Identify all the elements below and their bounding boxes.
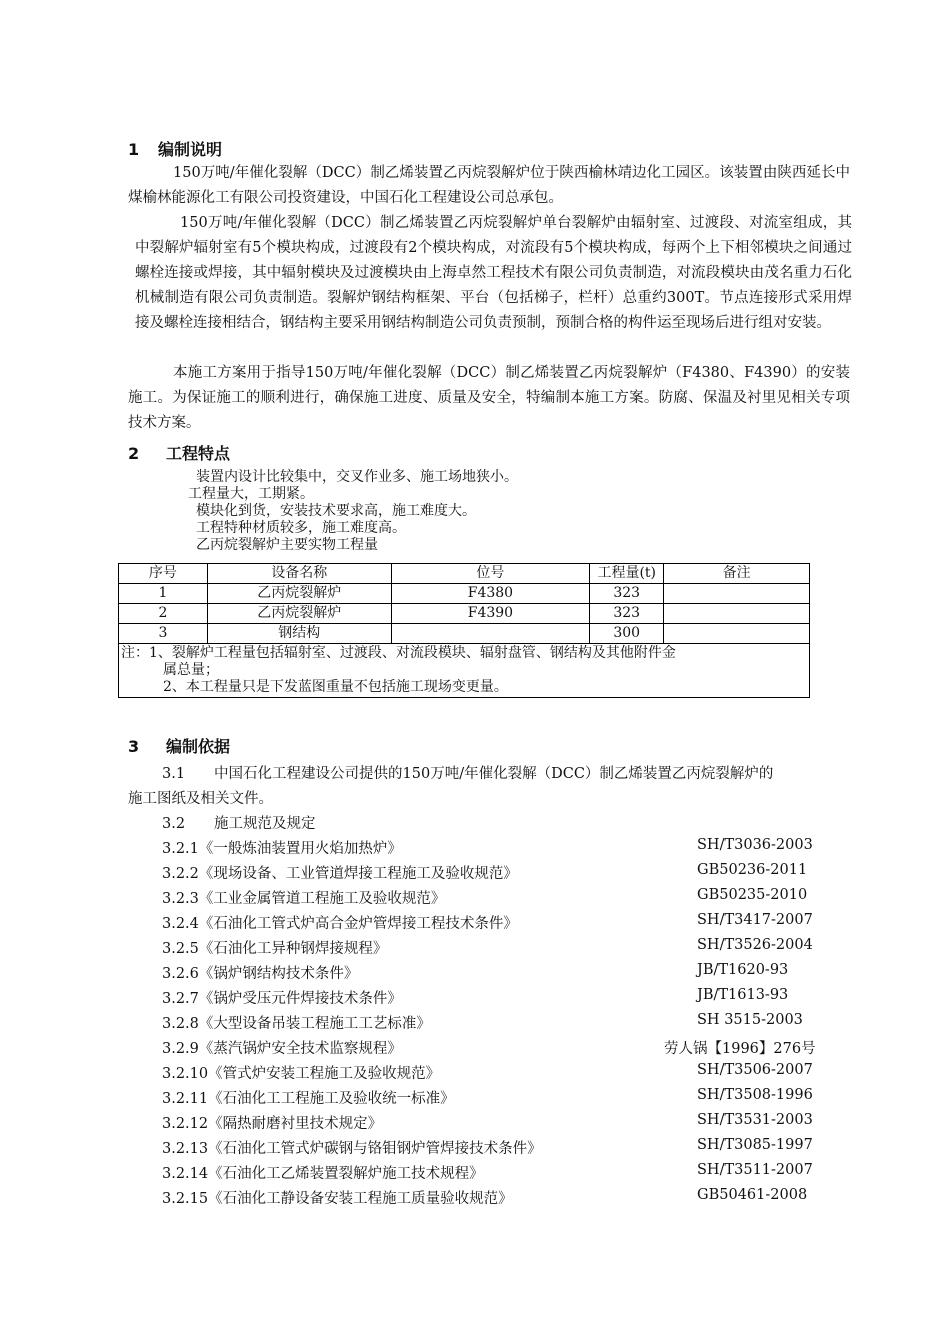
section-3-heading bbox=[128, 734, 230, 757]
basis-3-2-heading: 3.2 施工规范及规定 bbox=[162, 816, 316, 832]
standard-title: 3.2.4《石油化工管式炉高合金炉管焊接工程技术条件》 bbox=[162, 916, 518, 932]
standard-title: 3.2.10《管式炉安装工程施工及验收规范》 bbox=[162, 1066, 441, 1082]
table-row bbox=[119, 604, 810, 624]
standard-title: 3.2.7《锅炉受压元件焊接技术条件》 bbox=[162, 991, 402, 1007]
standard-title: 3.2.15《石油化工静设备安装工程施工质量验收规范》 bbox=[162, 1191, 513, 1207]
table-cell: F4380 bbox=[391, 584, 590, 604]
table-cell: 323 bbox=[590, 604, 664, 624]
standard-code: GB50235-2010 bbox=[697, 887, 808, 903]
feature-item: 工程量大，工期紧。 bbox=[188, 486, 314, 502]
table-cell: 2 bbox=[119, 604, 208, 624]
table-caption: 乙丙烷裂解炉主要实物工程量 bbox=[196, 537, 378, 553]
feature-item: 装置内设计比较集中，交叉作业多、施工场地狭小。 bbox=[196, 469, 518, 485]
note-line-1: 注：1、裂解炉工程量包括辐射室、过渡段、对流段模块、辐射盘管、钢结构及其他附件金 bbox=[121, 645, 676, 661]
feature-item: 模块化到货，安装技术要求高，施工难度大。 bbox=[196, 503, 476, 519]
standard-code: SH/T3508-1996 bbox=[697, 1087, 813, 1103]
section-1-heading bbox=[128, 137, 222, 160]
header-cell: 序号 bbox=[119, 564, 208, 584]
header-cell: 备注 bbox=[664, 564, 810, 584]
standard-code: 劳人锅【1996】276号 bbox=[664, 1041, 816, 1057]
section-1-paragraph-3: 本施工方案用于指导150万吨/年催化裂解（DCC）制乙烯装置乙丙烷裂解炉（F4380、F4390）的安装施工。为保证施工的顺利进行，确保施工进度、质量及安全，特编制本施工方案。防腐、保温及衬里见相关专项技术方案。 bbox=[128, 365, 850, 431]
table-cell bbox=[664, 604, 810, 624]
standard-title: 3.2.14《石油化工乙烯装置裂解炉施工技术规程》 bbox=[162, 1166, 484, 1182]
standard-code: JB/T1613-93 bbox=[697, 987, 789, 1003]
table-header-row bbox=[119, 564, 810, 584]
standard-title: 3.2.13《石油化工管式炉碳钢与铬钼钢炉管焊接技术条件》 bbox=[162, 1141, 542, 1157]
header-cell: 位号 bbox=[391, 564, 590, 584]
note-line-1-cont: 属总量； bbox=[163, 662, 219, 678]
standard-title: 3.2.12《隔热耐磨衬里技术规定》 bbox=[162, 1116, 383, 1132]
standard-code: SH/T3526-2004 bbox=[697, 937, 813, 953]
standard-code: SH/T3417-2007 bbox=[697, 912, 813, 928]
table-cell: 300 bbox=[590, 624, 664, 644]
table-row bbox=[119, 624, 810, 644]
section-3-title: 编制依据 bbox=[166, 737, 231, 756]
standard-code: SH/T3531-2003 bbox=[697, 1112, 813, 1128]
basis-3-1-line-1: 3.1 中国石化工程建设公司提供的150万吨/年催化裂解（DCC）制乙烯装置乙丙烷裂解炉的 bbox=[162, 766, 774, 782]
section-1-paragraph-2: 150万吨/年催化裂解（DCC）制乙烯装置乙丙烷裂解炉单台裂解炉由辐射室、过渡段、对流室组成，其中裂解炉辐射室有5个模块构成，过渡段有2个模块构成，对流段有5个模块构成，每两个上下相邻模块之间通过螺栓连接或焊接，其中辐射模块及过渡模块由上海卓然工程技术有限公司负责制造，对流段模块由茂名重力石化机械制造有限公司负责制造。裂解炉钢结构框架、平台（包括梯子，栏杆）总重约300T。节点连接形式采用焊接及螺栓连接相结合，钢结构主要采用钢结构制造公司负责预制，预制合格的构件运至现场后进行组对安装。 bbox=[135, 215, 852, 331]
standard-title: 3.2.2《现场设备、工业管道焊接工程施工及验收规范》 bbox=[162, 866, 518, 882]
table-cell bbox=[664, 624, 810, 644]
standard-code: SH/T3506-2007 bbox=[697, 1062, 813, 1078]
standard-code: SH/T3085-1997 bbox=[697, 1137, 813, 1153]
table-cell: 乙丙烷裂解炉 bbox=[207, 604, 391, 624]
section-1-title: 编制说明 bbox=[158, 140, 223, 159]
standard-title: 3.2.3《工业金属管道工程施工及验收规范》 bbox=[162, 891, 446, 907]
section-1-number: 1 bbox=[128, 140, 140, 159]
standard-title: 3.2.5《石油化工异种钢焊接规程》 bbox=[162, 941, 388, 957]
table-cell: 钢结构 bbox=[207, 624, 391, 644]
standard-title: 3.2.9《蒸汽锅炉安全技术监察规程》 bbox=[162, 1041, 402, 1057]
standard-title: 3.2.8《大型设备吊装工程施工工艺标准》 bbox=[162, 1016, 431, 1032]
section-3-number: 3 bbox=[128, 737, 140, 756]
header-cell: 工程量(t) bbox=[590, 564, 664, 584]
section-2-heading bbox=[128, 441, 230, 464]
table-row bbox=[119, 584, 810, 604]
note-line-2: 2、本工程量只是下发蓝图重量不包括施工现场变更量。 bbox=[163, 679, 508, 695]
standard-code: SH/T3036-2003 bbox=[697, 837, 813, 853]
standard-title: 3.2.11《石油化工工程施工及验收统一标准》 bbox=[162, 1091, 455, 1107]
section-1-paragraph-1: 150万吨/年催化裂解（DCC）制乙烯装置乙丙烷裂解炉位于陕西榆林靖边化工园区。该装置由陕西延长中煤榆林能源化工有限公司投资建设，中国石化工程建设公司总承包。 bbox=[128, 165, 850, 206]
header-cell: 设备名称 bbox=[207, 564, 391, 584]
basis-3-1-line-2: 施工图纸及相关文件。 bbox=[128, 791, 273, 807]
table-cell: 乙丙烷裂解炉 bbox=[207, 584, 391, 604]
standard-title: 3.2.1《一般炼油装置用火焰加热炉》 bbox=[162, 841, 402, 857]
standard-code: SH/T3511-2007 bbox=[697, 1162, 813, 1178]
standard-code: GB50461-2008 bbox=[697, 1187, 808, 1203]
table-cell: 1 bbox=[119, 584, 208, 604]
standard-title: 3.2.6《锅炉钢结构技术条件》 bbox=[162, 966, 359, 982]
feature-item: 工程特种材质较多，施工难度高。 bbox=[196, 520, 406, 536]
table-note bbox=[119, 644, 810, 698]
table-cell: 3 bbox=[119, 624, 208, 644]
table-cell bbox=[391, 624, 590, 644]
quantity-table bbox=[118, 563, 810, 698]
table-cell: 323 bbox=[590, 584, 664, 604]
table-cell bbox=[664, 584, 810, 604]
table-note-row bbox=[119, 644, 810, 698]
standard-code: SH 3515-2003 bbox=[697, 1012, 803, 1028]
section-2-title: 工程特点 bbox=[166, 444, 231, 463]
section-2-number: 2 bbox=[128, 444, 140, 463]
table-cell: F4390 bbox=[391, 604, 590, 624]
standard-code: JB/T1620-93 bbox=[697, 962, 789, 978]
standard-code: GB50236-2011 bbox=[697, 862, 808, 878]
